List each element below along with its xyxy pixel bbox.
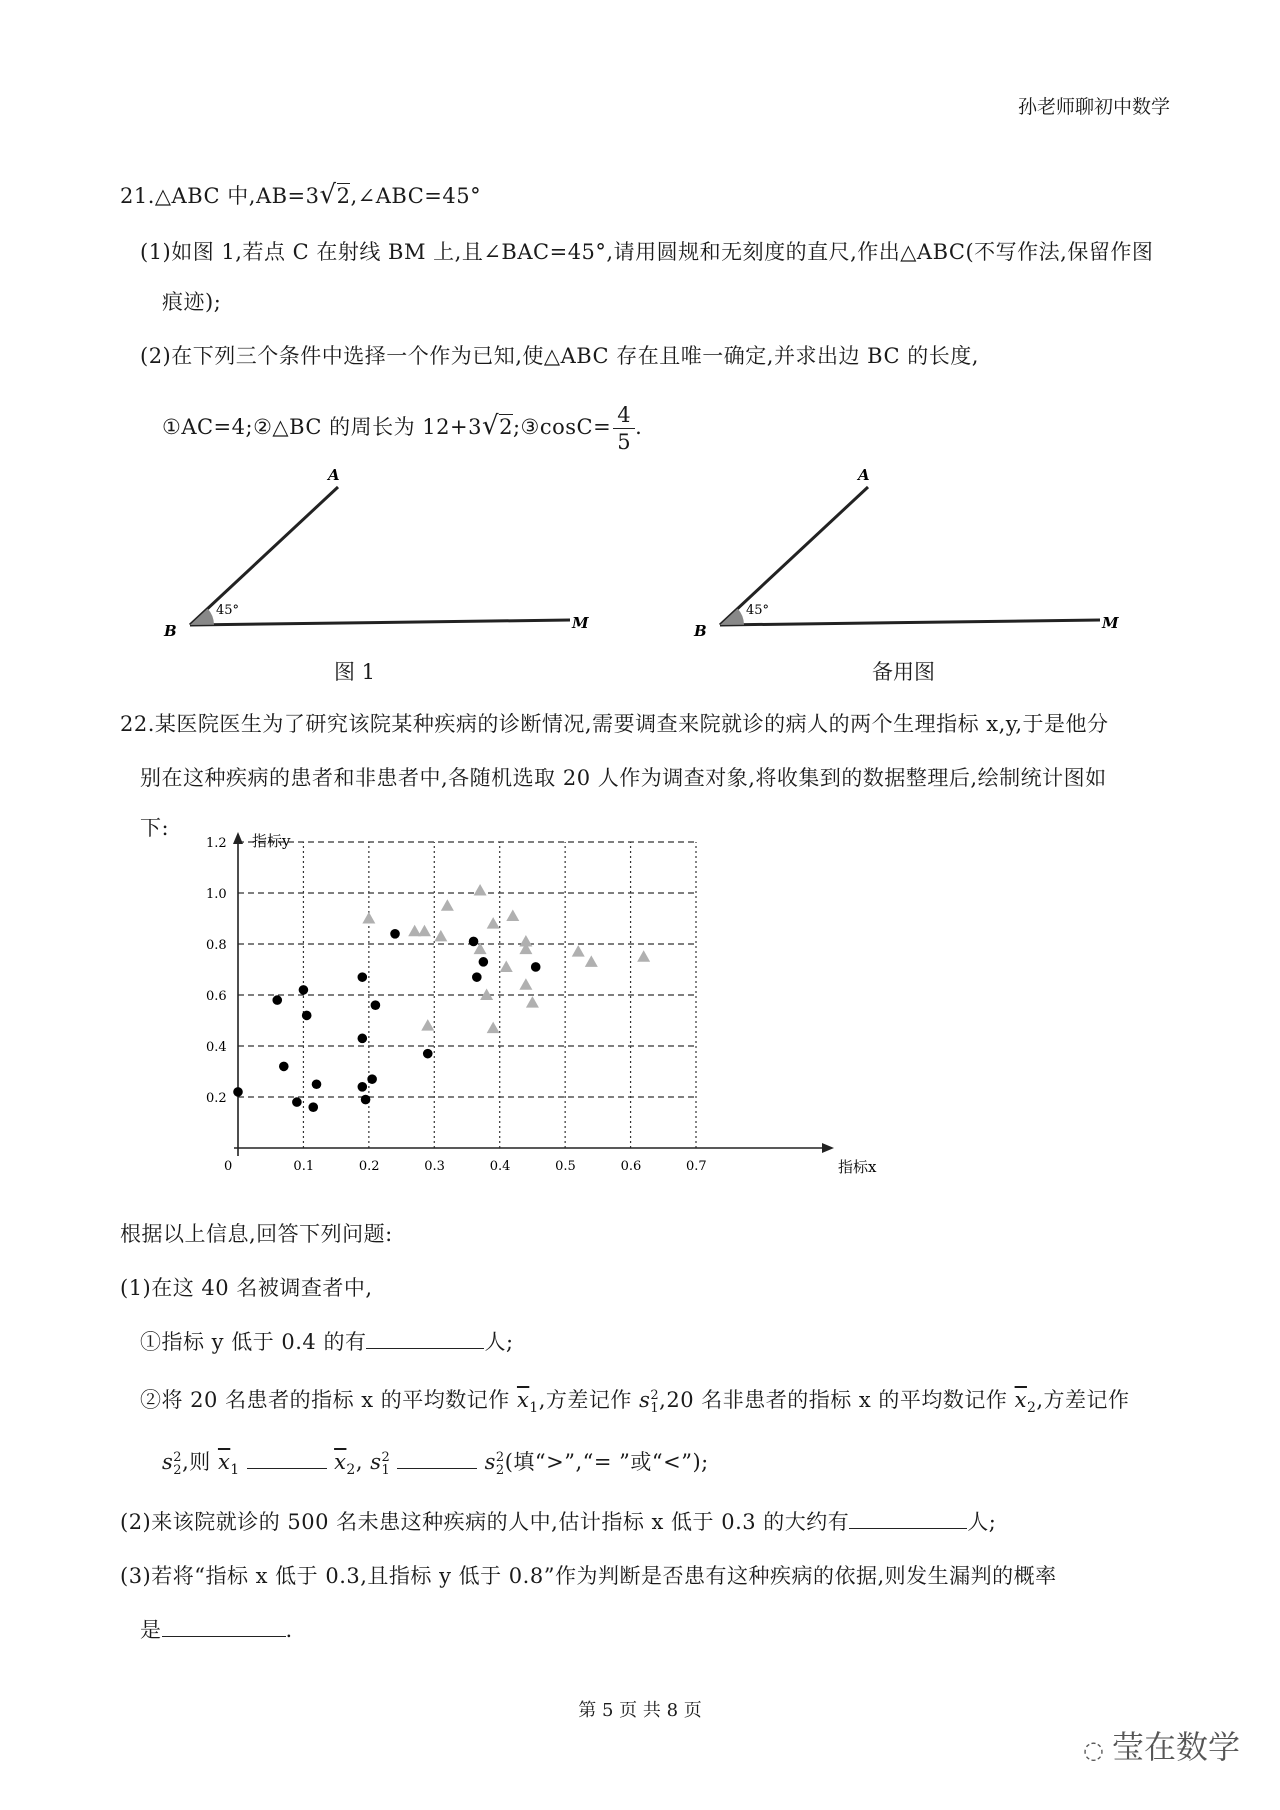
figure-backup: [680, 462, 1120, 652]
label-a: A: [328, 466, 340, 484]
label-a: A: [858, 466, 870, 484]
patient-point: [367, 1074, 377, 1084]
x-tick-label: 0.4: [489, 1159, 511, 1174]
sub1b-a: ②将 20 名患者的指标 x 的平均数记作: [140, 1388, 510, 1412]
symbol-s: s: [639, 1388, 651, 1412]
non-patient-point: [441, 899, 454, 911]
patient-point: [308, 1102, 318, 1112]
x-tick-label: 0.1: [293, 1159, 315, 1174]
axes: [233, 832, 834, 1156]
answer-blank-3[interactable]: [397, 1448, 477, 1469]
angle-mark: [190, 609, 214, 625]
q22-sub1: (1)在这 40 名被调查者中,: [120, 1276, 373, 1300]
subscript: 2: [495, 1462, 505, 1478]
x-tick-label: 0.2: [358, 1159, 380, 1174]
x-tick-label: 0.5: [555, 1159, 576, 1174]
non-patient-point: [421, 1019, 434, 1031]
sub1b-c: ,20 名非患者的指标 x 的平均数记作: [659, 1388, 1008, 1412]
answer-blank-5[interactable]: [162, 1616, 286, 1637]
cond-radicand: 2: [499, 415, 513, 439]
patient-point: [358, 1082, 368, 1092]
superscript: 2: [495, 1449, 505, 1465]
mean-x1: [516, 1388, 539, 1417]
watermark-text: 莹在数学: [1111, 1728, 1240, 1766]
q22-sub2: [120, 1506, 996, 1536]
q22-sub1b: [140, 1384, 1130, 1416]
superscript: 2: [173, 1449, 183, 1465]
cond-mid: ;③cosC=: [512, 415, 612, 439]
sqrt-sign: √: [319, 180, 337, 210]
angle-label: 45°: [216, 603, 240, 618]
q22-line2: 别在这种疾病的患者和非患者中,各随机选取 20 人作为调查对象,将收集到的数据整理后,绘制统计图如: [140, 766, 1107, 790]
sub3-pre: 是: [140, 1618, 162, 1642]
label-m: M: [1102, 614, 1119, 632]
x-tick-label: 0.6: [620, 1159, 642, 1174]
x-axis-arrow: [822, 1143, 834, 1153]
patient-point: [361, 1095, 371, 1105]
data-points: [233, 884, 650, 1112]
mean-x2: [334, 1450, 356, 1479]
patient-point: [469, 937, 479, 947]
subscript: 1: [529, 1400, 539, 1417]
patient-point: [233, 1087, 243, 1097]
non-patient-point: [487, 1022, 500, 1034]
symbol-x-bar: $\overline{x}$: [217, 1450, 231, 1474]
y-tick-label: 0.6: [206, 989, 227, 1004]
q22-line1: 22.某医院医生为了研究该院某种疾病的诊断情况,需要调查来院就诊的病人的两个生理指标 x,y,于是他分: [120, 712, 1109, 736]
patient-point: [299, 985, 309, 995]
answer-blank-2[interactable]: [247, 1448, 327, 1469]
x-axis-label: 指标x: [838, 1158, 877, 1176]
q21-stem-suffix: ,∠ABC=45°: [350, 184, 482, 208]
answer-blank-4[interactable]: [849, 1508, 967, 1529]
symbol-x-bar: $\overline{x}$: [516, 1388, 530, 1412]
q22-sub3-line1: (3)若将“指标 x 低于 0.3,且指标 y 低于 0.8”作为判断是否患有这种疾病的依据,则发生漏判的概率: [120, 1564, 1057, 1588]
sub1b-b: ,方差记作: [538, 1388, 632, 1412]
non-patient-point: [500, 960, 513, 972]
angle-mark: [720, 609, 744, 625]
patient-point: [423, 1049, 433, 1059]
patient-point: [531, 962, 541, 972]
q21-part1-line1: (1)如图 1,若点 C 在射线 BM 上,且∠BAC=45°,请用圆规和无刻度的直尺,作出△ABC(不写作法,保留作图: [140, 240, 1154, 264]
non-patient-point: [434, 930, 447, 942]
q22-after-chart: 根据以上信息,回答下列问题:: [120, 1222, 393, 1246]
patient-point: [292, 1097, 302, 1107]
non-patient-point: [526, 996, 539, 1008]
non-patient-point: [480, 989, 493, 1001]
y-axis-label: 指标y: [252, 832, 291, 850]
sub1a-post: 人;: [484, 1330, 514, 1354]
fraction-numerator: 4: [613, 402, 635, 429]
non-patient-point: [418, 925, 431, 937]
sub1c-end: (填“>”,“= ”或“<”);: [504, 1450, 709, 1474]
non-patient-point: [572, 945, 585, 957]
symbol-x-bar: $\overline{x}$: [1014, 1388, 1027, 1412]
patient-point: [371, 1000, 381, 1010]
x-tick-label: 0.7: [686, 1159, 707, 1174]
angle-label: 45°: [746, 603, 770, 618]
non-patient-point: [519, 978, 532, 990]
mean-x1: [217, 1450, 240, 1479]
subscript: 1: [230, 1462, 240, 1479]
sub3-post: .: [285, 1618, 293, 1642]
symbol-s: s: [484, 1450, 496, 1474]
sub1b-d: ,方差记作: [1036, 1388, 1130, 1412]
non-patient-point: [585, 955, 598, 967]
q22-sub1c: s 2 2 ,则 $\overline{x}_1$ $\overline{x}_2$, s 2 1 s 2 2 (填“>”,“= ”或“<”);: [162, 1449, 709, 1479]
patient-point: [312, 1079, 322, 1089]
non-patient-point: [362, 912, 375, 924]
non-patient-point: [474, 884, 487, 896]
q21-stem-prefix: 21.△ABC 中,AB=3: [120, 184, 320, 208]
subscript: 1: [381, 1462, 391, 1478]
caption-backup-figure: 备用图: [872, 660, 935, 684]
grid: [238, 842, 696, 1148]
q21-radicand: 2: [336, 184, 351, 208]
tick-labels: [206, 836, 707, 1174]
fraction-denominator: 5: [617, 430, 632, 454]
symbol-s: s: [370, 1450, 382, 1474]
q21-part1-line2: 痕迹);: [162, 290, 222, 314]
cond-prefix: ①AC=4;②△BC 的周长为 12+3: [162, 415, 482, 439]
variance-s2: [162, 1449, 183, 1478]
patient-point: [279, 1062, 289, 1072]
superscript: 2: [381, 1449, 391, 1465]
x-tick-label: 0: [224, 1159, 233, 1174]
answer-blank-1[interactable]: [366, 1328, 484, 1349]
subscript: 1: [650, 1400, 660, 1416]
y-tick-label: 0.8: [206, 938, 227, 953]
symbol-s: s: [162, 1450, 174, 1474]
fraction: [613, 402, 635, 455]
y-axis-arrow: [233, 832, 243, 844]
x-tick-label: 0.3: [424, 1159, 445, 1174]
patient-point: [472, 972, 482, 982]
patient-point: [479, 957, 489, 967]
non-patient-point: [506, 909, 519, 921]
y-tick-label: 1.0: [206, 887, 227, 902]
page-number: 第 5 页 共 8 页: [578, 1700, 702, 1721]
subscript: 2: [346, 1462, 356, 1479]
cond-end: .: [635, 415, 643, 439]
non-patient-point: [487, 917, 500, 929]
superscript: 2: [650, 1387, 660, 1403]
patient-point: [390, 929, 400, 939]
ray-ba: [190, 487, 338, 625]
q21-conditions: [162, 402, 642, 455]
y-tick-label: 0.4: [206, 1040, 227, 1055]
scatter-chart: [206, 822, 910, 1202]
q21-stem: [120, 180, 481, 210]
caption-figure-1: 图 1: [334, 660, 376, 684]
wechat-icon: ◌: [1083, 1736, 1104, 1764]
header-source: 孙老师聊初中数学: [1017, 96, 1170, 118]
sub1a-pre: ①指标 y 低于 0.4 的有: [140, 1330, 367, 1354]
q22-sub1a: [140, 1326, 514, 1356]
watermark: [1083, 1722, 1240, 1768]
ray-bm: [190, 620, 570, 625]
q21-part2-line1: (2)在下列三个条件中选择一个作为已知,使△ABC 存在且唯一确定,并求出边 BC 的长度,: [140, 344, 979, 368]
figure-1: [150, 462, 590, 652]
patient-point: [272, 995, 282, 1005]
subscript: 2: [173, 1462, 183, 1478]
variance-s1: [639, 1388, 659, 1415]
label-b: B: [164, 622, 177, 640]
patient-point: [302, 1011, 312, 1021]
label-b: B: [694, 622, 707, 640]
y-tick-label: 0.2: [206, 1091, 227, 1106]
subscript: 2: [1026, 1400, 1037, 1417]
mean-x2: [1014, 1388, 1037, 1417]
ray-ba: [720, 487, 868, 625]
patient-point: [358, 972, 368, 982]
q22-line3: 下:: [140, 816, 170, 840]
sub1c-then: ,则: [182, 1450, 211, 1474]
sub2-post: 人;: [967, 1510, 997, 1534]
sub2-pre: (2)来该院就诊的 500 名未患这种疾病的人中,估计指标 x 低于 0.3 的大约有: [120, 1510, 850, 1534]
patient-point: [358, 1034, 368, 1044]
variance-s2: [484, 1449, 505, 1478]
variance-s1: [370, 1449, 391, 1478]
non-patient-point: [637, 950, 650, 962]
label-m: M: [572, 614, 589, 632]
sqrt-sign: √: [482, 411, 500, 441]
q22-sub3-line2: [140, 1614, 293, 1644]
y-tick-label: 1.2: [206, 836, 227, 851]
ray-bm: [720, 620, 1100, 625]
symbol-x-bar: $\overline{x}$: [334, 1450, 347, 1474]
